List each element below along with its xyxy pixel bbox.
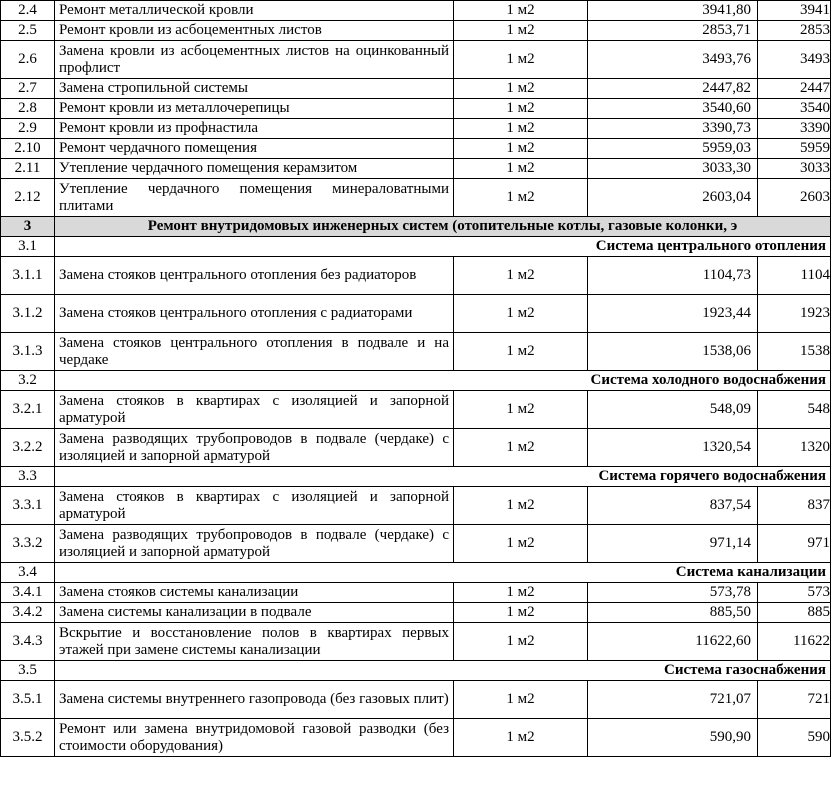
unit-of-measure: 1 м2 [454, 159, 588, 179]
table-row [1, 623, 831, 661]
unit-of-measure: 1 м2 [454, 179, 588, 217]
work-name: Замена системы внутреннего газопровода (без газовых плит) [55, 681, 454, 719]
row-number: 3.2.2 [1, 429, 55, 467]
unit-of-measure: 1 м2 [454, 583, 588, 603]
table-row [1, 41, 831, 79]
row-number: 3.5.1 [1, 681, 55, 719]
total-price: 3941 [758, 1, 831, 21]
section-title: Ремонт внутридомовых инженерных систем (отопительные котлы, газовые колонки, э [55, 217, 831, 237]
table-row [1, 1, 831, 21]
table-row [1, 391, 831, 429]
unit-price: 2853,71 [588, 21, 758, 41]
table-row [1, 257, 831, 295]
total-price: 548 [758, 391, 831, 429]
total-price: 2447 [758, 79, 831, 99]
table-row [1, 603, 831, 623]
table-row [1, 21, 831, 41]
table-row [1, 119, 831, 139]
unit-of-measure: 1 м2 [454, 603, 588, 623]
unit-of-measure: 1 м2 [454, 79, 588, 99]
total-price: 3493 [758, 41, 831, 79]
total-price: 11622 [758, 623, 831, 661]
row-number: 3.2.1 [1, 391, 55, 429]
row-number: 2.9 [1, 119, 55, 139]
unit-of-measure: 1 м2 [454, 257, 588, 295]
work-name: Замена стояков центрального отопления без радиаторов [55, 257, 454, 295]
section-number: 3 [1, 217, 55, 237]
work-name: Замена разводящих трубопроводов в подвале (чердаке) с изоляцией и запорной арматурой [55, 525, 454, 563]
total-price: 573 [758, 583, 831, 603]
subsection-header-row [1, 661, 831, 681]
unit-price: 573,78 [588, 583, 758, 603]
unit-of-measure: 1 м2 [454, 681, 588, 719]
row-number: 2.6 [1, 41, 55, 79]
subsection-number: 3.4 [1, 563, 55, 583]
work-name: Замена стояков центрального отопления в подвале и на чердаке [55, 333, 454, 371]
work-name: Ремонт металлической кровли [55, 1, 454, 21]
unit-price: 1104,73 [588, 257, 758, 295]
unit-of-measure: 1 м2 [454, 391, 588, 429]
unit-price: 837,54 [588, 487, 758, 525]
unit-of-measure: 1 м2 [454, 99, 588, 119]
unit-price: 3033,30 [588, 159, 758, 179]
total-price: 971 [758, 525, 831, 563]
work-name: Ремонт кровли из профнастила [55, 119, 454, 139]
unit-of-measure: 1 м2 [454, 295, 588, 333]
table-row [1, 179, 831, 217]
unit-price: 1923,44 [588, 295, 758, 333]
table-row [1, 525, 831, 563]
row-number: 2.10 [1, 139, 55, 159]
subsection-title: Система газоснабжения [55, 661, 831, 681]
total-price: 1538 [758, 333, 831, 371]
total-price: 885 [758, 603, 831, 623]
work-name: Вскрытие и восстановление полов в квартирах первых этажей при замене системы канализации [55, 623, 454, 661]
unit-of-measure: 1 м2 [454, 333, 588, 371]
total-price: 2603 [758, 179, 831, 217]
work-name: Ремонт кровли из металлочерепицы [55, 99, 454, 119]
row-number: 2.12 [1, 179, 55, 217]
unit-of-measure: 1 м2 [454, 525, 588, 563]
work-name: Ремонт или замена внутридомовой газовой разводки (без стоимости оборудования) [55, 719, 454, 757]
work-name: Замена стояков центрального отопления с радиаторами [55, 295, 454, 333]
row-number: 2.7 [1, 79, 55, 99]
table-row [1, 719, 831, 757]
table-row [1, 295, 831, 333]
row-number: 3.1.1 [1, 257, 55, 295]
total-price: 1923 [758, 295, 831, 333]
unit-price: 2603,04 [588, 179, 758, 217]
unit-of-measure: 1 м2 [454, 21, 588, 41]
work-name: Ремонт кровли из асбоцементных листов [55, 21, 454, 41]
unit-price: 1320,54 [588, 429, 758, 467]
total-price: 721 [758, 681, 831, 719]
unit-price: 11622,60 [588, 623, 758, 661]
section-header-row [1, 217, 831, 237]
work-name: Замена стропильной системы [55, 79, 454, 99]
table-row [1, 429, 831, 467]
row-number: 2.5 [1, 21, 55, 41]
table-row [1, 79, 831, 99]
row-number: 3.4.3 [1, 623, 55, 661]
total-price: 1104 [758, 257, 831, 295]
row-number: 3.3.1 [1, 487, 55, 525]
unit-of-measure: 1 м2 [454, 487, 588, 525]
row-number: 2.8 [1, 99, 55, 119]
subsection-title: Система канализации [55, 563, 831, 583]
row-number: 3.4.1 [1, 583, 55, 603]
unit-price: 3941,80 [588, 1, 758, 21]
unit-of-measure: 1 м2 [454, 41, 588, 79]
unit-price: 2447,82 [588, 79, 758, 99]
work-name: Замена кровли из асбоцементных листов на оцинкованный профлист [55, 41, 454, 79]
unit-of-measure: 1 м2 [454, 139, 588, 159]
subsection-title: Система холодного водоснабжения [55, 371, 831, 391]
unit-of-measure: 1 м2 [454, 719, 588, 757]
row-number: 2.4 [1, 1, 55, 21]
unit-price: 5959,03 [588, 139, 758, 159]
total-price: 590 [758, 719, 831, 757]
table-row [1, 333, 831, 371]
work-name: Замена стояков в квартирах с изоляцией и запорной арматурой [55, 487, 454, 525]
work-name: Замена разводящих трубопроводов в подвале (чердаке) с изоляцией и запорной арматурой [55, 429, 454, 467]
subsection-title: Система горячего водоснабжения [55, 467, 831, 487]
total-price: 5959 [758, 139, 831, 159]
subsection-number: 3.2 [1, 371, 55, 391]
row-number: 3.1.2 [1, 295, 55, 333]
total-price: 3540 [758, 99, 831, 119]
work-name: Утепление чердачного помещения минераловатными плитами [55, 179, 454, 217]
subsection-header-row [1, 237, 831, 257]
subsection-title: Система центрального отопления [55, 237, 831, 257]
total-price: 3390 [758, 119, 831, 139]
unit-of-measure: 1 м2 [454, 623, 588, 661]
row-number: 3.3.2 [1, 525, 55, 563]
work-name: Замена стояков в квартирах с изоляцией и запорной арматурой [55, 391, 454, 429]
unit-of-measure: 1 м2 [454, 119, 588, 139]
work-name: Замена стояков системы канализации [55, 583, 454, 603]
row-number: 3.1.3 [1, 333, 55, 371]
unit-price: 3390,73 [588, 119, 758, 139]
subsection-header-row [1, 371, 831, 391]
price-table-body [1, 1, 831, 757]
table-row [1, 681, 831, 719]
table-row [1, 583, 831, 603]
unit-price: 3540,60 [588, 99, 758, 119]
unit-price: 3493,76 [588, 41, 758, 79]
table-row [1, 487, 831, 525]
work-name: Замена системы канализации в подвале [55, 603, 454, 623]
unit-price: 1538,06 [588, 333, 758, 371]
total-price: 837 [758, 487, 831, 525]
subsection-number: 3.3 [1, 467, 55, 487]
subsection-header-row [1, 467, 831, 487]
unit-price: 590,90 [588, 719, 758, 757]
unit-price: 971,14 [588, 525, 758, 563]
unit-price: 885,50 [588, 603, 758, 623]
row-number: 3.5.2 [1, 719, 55, 757]
table-row [1, 99, 831, 119]
total-price: 2853 [758, 21, 831, 41]
unit-price: 548,09 [588, 391, 758, 429]
table-row [1, 159, 831, 179]
unit-of-measure: 1 м2 [454, 1, 588, 21]
unit-price: 721,07 [588, 681, 758, 719]
subsection-number: 3.5 [1, 661, 55, 681]
total-price: 1320 [758, 429, 831, 467]
table-row [1, 139, 831, 159]
work-name: Ремонт чердачного помещения [55, 139, 454, 159]
work-name: Утепление чердачного помещения керамзитом [55, 159, 454, 179]
row-number: 3.4.2 [1, 603, 55, 623]
total-price: 3033 [758, 159, 831, 179]
subsection-number: 3.1 [1, 237, 55, 257]
row-number: 2.11 [1, 159, 55, 179]
subsection-header-row [1, 563, 831, 583]
unit-of-measure: 1 м2 [454, 429, 588, 467]
